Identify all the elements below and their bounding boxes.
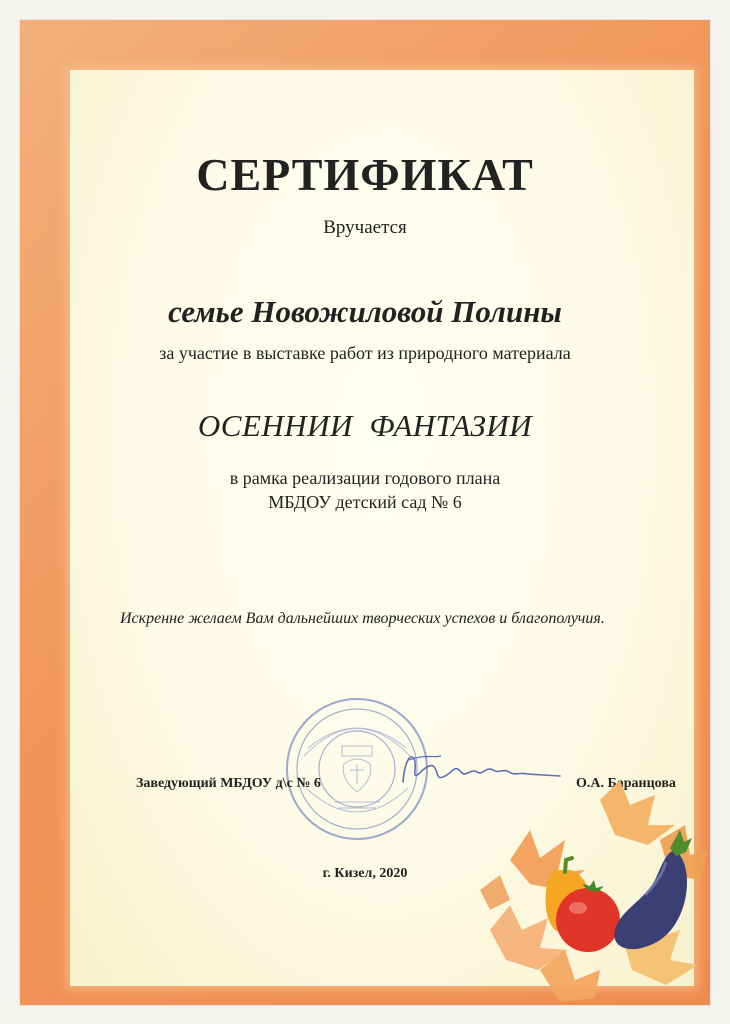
event-name: ОСЕННИИ ФАНТАЗИИ <box>197 408 533 443</box>
certificate-title: СЕРТИФИКАТ <box>196 149 534 200</box>
recipient-name: семье Новожиловой Полины <box>168 294 562 329</box>
wish-text: Искренне желаем Вам дальнейших творческих успехов и благополучия. <box>120 610 605 627</box>
plan-line-2: МБДОУ детский сад № 6 <box>268 492 462 512</box>
place-date: г. Кизел, 2020 <box>322 866 408 881</box>
plan-line-1: в рамка реализации годового плана <box>229 468 501 488</box>
award-reason: за участие в выставке работ из природного материала <box>159 343 571 363</box>
autumn-vegetables-leaves-icon <box>470 780 710 1005</box>
head-name: О.А. Баранцова <box>576 776 676 791</box>
awarded-label: Вручается <box>323 217 407 238</box>
head-title: Заведующий МБДОУ д\с № 6 <box>136 776 321 791</box>
